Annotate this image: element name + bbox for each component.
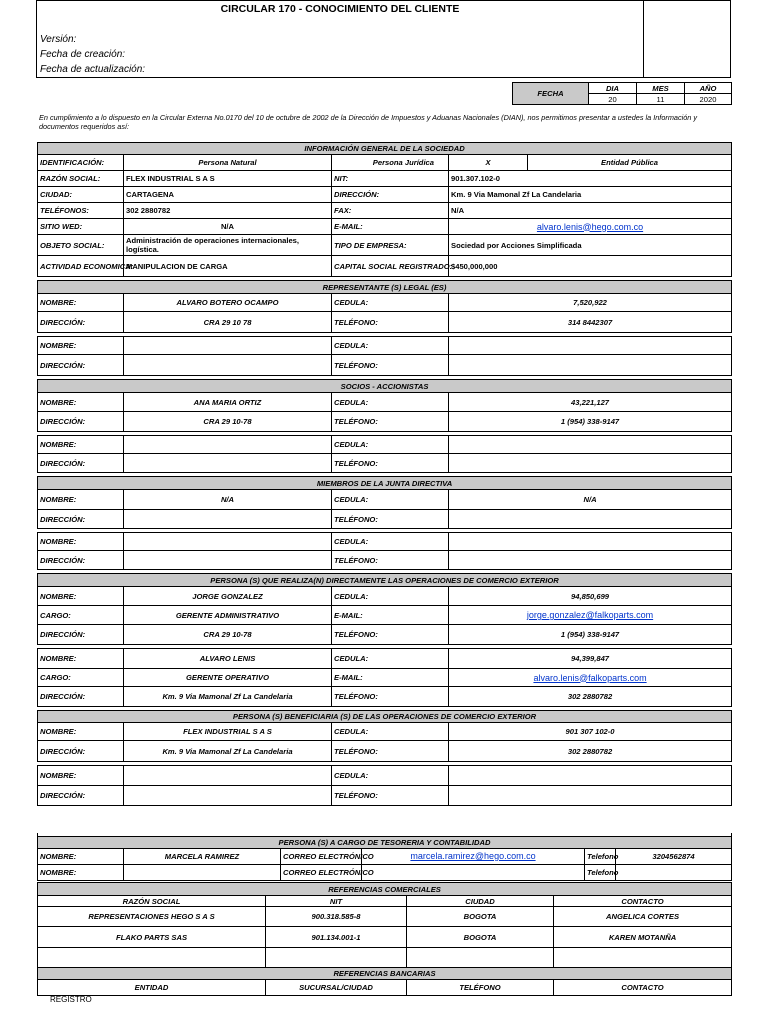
nombre-label: NOMBRE:: [38, 649, 124, 669]
socio2-telefono[interactable]: [449, 454, 732, 473]
telefono-label: Telefono: [585, 864, 616, 880]
telefono-label: TELÉFONO:: [332, 625, 449, 645]
direccion-value[interactable]: Km. 9 Via Mamonal Zf La Candelaria: [449, 187, 732, 203]
direccion-label: DIRECCIÓN:: [38, 786, 124, 806]
comercio2-cedula[interactable]: 94,399,847: [449, 649, 732, 669]
representante-direccion[interactable]: CRA 29 10 78: [124, 312, 332, 333]
socios-section-title: SOCIOS - ACCIONISTAS: [38, 380, 732, 393]
col-nit: NIT: [266, 896, 407, 907]
cargo-label: CARGO:: [38, 669, 124, 687]
junta-cedula[interactable]: N/A: [449, 490, 732, 510]
ref-ciudad[interactable]: BOGOTA: [407, 927, 554, 948]
comercio2-nombre[interactable]: ALVARO LENIS: [124, 649, 332, 669]
telefono-label: TELÉFONO:: [332, 454, 449, 473]
comercio1-direccion[interactable]: CRA 29 10-78: [124, 625, 332, 645]
col-entidad: ENTIDAD: [38, 980, 266, 996]
direccion-label: DIRECCIÓN:: [38, 355, 124, 376]
nit-value[interactable]: 901.307.102-0: [449, 171, 732, 187]
comercio-section-title: PERSONA (S) QUE REALIZA(N) DIRECTAMENTE LAS OPERACIONES DE COMERCIO EXTERIOR: [38, 574, 732, 587]
comercio1-cedula[interactable]: 94,850,699: [449, 587, 732, 606]
telefono-label: TELÉFONO:: [332, 412, 449, 432]
col-razon-social: RAZÓN SOCIAL: [38, 896, 266, 907]
beneficiaria-nombre[interactable]: FLEX INDUSTRIAL S A S: [124, 723, 332, 741]
version-label: Versión:: [40, 34, 77, 45]
sociedad-section-title: INFORMACIÓN GENERAL DE LA SOCIEDAD: [38, 143, 732, 155]
junta-telefono[interactable]: [449, 510, 732, 529]
comercio2-cargo[interactable]: GERENTE OPERATIVO: [124, 669, 332, 687]
nombre-label: NOMBRE:: [38, 766, 124, 786]
tesoreria2-nombre[interactable]: [124, 864, 281, 880]
telefono-label: TELÉFONO:: [332, 786, 449, 806]
nombre-label: NOMBRE:: [38, 723, 124, 741]
cedula-label: CEDULA:: [332, 587, 449, 606]
col-contacto: CONTACTO: [554, 896, 732, 907]
fecha-label: FECHA: [513, 83, 589, 105]
direccion-label: DIRECCIÓN:: [38, 510, 124, 529]
ano-label: AÑO: [685, 83, 732, 94]
ciudad-value[interactable]: CARTAGENA: [124, 187, 332, 203]
tesoreria2-email[interactable]: [362, 864, 585, 880]
fax-label: FAX:: [332, 203, 449, 219]
socio2-nombre[interactable]: [124, 436, 332, 454]
ref-empty-cell[interactable]: [407, 948, 554, 968]
junta2-cedula[interactable]: [449, 533, 732, 551]
col-ciudad: CIUDAD: [407, 896, 554, 907]
email-label: E-MAIL:: [332, 219, 449, 235]
junta2-telefono[interactable]: [449, 551, 732, 570]
table-row: [38, 927, 732, 948]
beneficiaria-cedula[interactable]: 901 307 102-0: [449, 723, 732, 741]
form-title: CIRCULAR 170 - CONOCIMIENTO DEL CLIENTE: [220, 3, 460, 15]
cedula-label: CEDULA:: [332, 294, 449, 312]
objeto-social-value[interactable]: Administración de operaciones internacionales, logística.: [124, 235, 332, 256]
ref-contacto[interactable]: KAREN MOTANÑA: [554, 927, 732, 948]
direccion-label: DIRECCIÓN:: [38, 551, 124, 570]
cedula-label: CEDULA:: [332, 393, 449, 412]
comercio2-telefono[interactable]: 302 2880782: [449, 687, 732, 707]
tesoreria-section-title: PERSONA (S) A CARGO DE TESORERIA Y CONTABILIDAD: [38, 836, 732, 848]
cedula-label: CEDULA:: [332, 649, 449, 669]
telefonos-label: TELÉFONOS:: [38, 203, 124, 219]
junta2-direccion[interactable]: [124, 551, 332, 570]
ref-razon-social[interactable]: FLAKO PARTS SAS: [38, 927, 266, 948]
socio-cedula[interactable]: 43,221,127: [449, 393, 732, 412]
socio-nombre[interactable]: ANA MARIA ORTIZ: [124, 393, 332, 412]
cedula-label: CEDULA:: [332, 533, 449, 551]
referencias-table: [37, 882, 732, 996]
correo-label: CORREO ELECTRÓNICO: [281, 864, 362, 880]
sitio-web-value[interactable]: N/A: [124, 219, 332, 235]
bancarias-section-title: REFERENCIAS BANCARIAS: [38, 968, 732, 980]
form-header: [36, 0, 731, 78]
tipo-empresa-value[interactable]: Sociedad por Acciones Simplificada: [449, 235, 732, 256]
nombre-label: NOMBRE:: [38, 436, 124, 454]
ref-empty-cell[interactable]: [266, 948, 407, 968]
beneficiaria2-cedula[interactable]: [449, 766, 732, 786]
nombre-label: NOMBRE:: [38, 393, 124, 412]
entidad-publica-option[interactable]: Entidad Pública: [528, 155, 732, 171]
capital-social-value[interactable]: $450,000,000: [449, 256, 732, 277]
junta-section-title: MIEMBROS DE LA JUNTA DIRECTIVA: [38, 477, 732, 490]
email-link[interactable]: alvaro.lenis@hego.com.co: [449, 219, 732, 235]
telefonos-value[interactable]: 302 2880782: [124, 203, 332, 219]
direccion-label: DIRECCIÓN:: [38, 412, 124, 432]
footer-registro: REGISTRO: [50, 995, 92, 1004]
comercio2-direccion[interactable]: Km. 9 Via Mamonal Zf La Candelaria: [124, 687, 332, 707]
direccion-label: DIRECCIÓN:: [332, 187, 449, 203]
socio2-direccion[interactable]: [124, 454, 332, 473]
tesoreria-table: [37, 833, 732, 881]
mes-value[interactable]: 11: [637, 94, 685, 105]
comercio1-nombre[interactable]: JORGE GONZALEZ: [124, 587, 332, 606]
tesoreria-email-link[interactable]: marcela.ramirez@hego.com.co: [362, 848, 585, 864]
junta-nombre[interactable]: N/A: [124, 490, 332, 510]
representante2-telefono[interactable]: [449, 355, 732, 376]
intro-note: En cumplimiento a lo dispuesto en la Circular Externa No.0170 del 10 de octubre de 2002 de la Dirección de Impuestos y Aduanas Nacionales (DIAN), nos permitimos presentar a ustedes la Información y documentos requeridos así:: [39, 113, 698, 131]
razon-social-label: RAZÓN SOCIAL:: [38, 171, 124, 187]
ref-ciudad[interactable]: BOGOTA: [407, 907, 554, 927]
capital-social-label: CAPITAL SOCIAL REGISTRADO:: [332, 256, 449, 277]
socio-telefono[interactable]: 1 (954) 338-9147: [449, 412, 732, 432]
beneficiaria-section-title: PERSONA (S) BENEFICIARIA (S) DE LAS OPERACIONES DE COMERCIO EXTERIOR: [38, 711, 732, 723]
junta2-nombre[interactable]: [124, 533, 332, 551]
direccion-label: DIRECCIÓN:: [38, 625, 124, 645]
junta-direccion[interactable]: [124, 510, 332, 529]
nombre-label: NOMBRE:: [38, 337, 124, 355]
persona-natural-option[interactable]: Persona Natural: [124, 155, 332, 171]
tipo-empresa-label: TIPO DE EMPRESA:: [332, 235, 449, 256]
direccion-label: DIRECCIÓN:: [38, 741, 124, 762]
beneficiaria2-nombre[interactable]: [124, 766, 332, 786]
cedula-label: CEDULA:: [332, 766, 449, 786]
socio2-cedula[interactable]: [449, 436, 732, 454]
direccion-label: DIRECCIÓN:: [38, 687, 124, 707]
telefono-label: TELÉFONO:: [332, 687, 449, 707]
table-row: [38, 907, 732, 927]
dia-label: DIA: [589, 83, 637, 94]
beneficiaria-telefono[interactable]: 302 2880782: [449, 741, 732, 762]
ref-empty-cell[interactable]: [38, 948, 266, 968]
col-sucursal: SUCURSAL/CIUDAD: [266, 980, 407, 996]
comerciales-section-title: REFERENCIAS COMERCIALES: [38, 883, 732, 896]
representante-section-title: REPRESENTANTE (S) LEGAL (ES): [38, 281, 732, 294]
cedula-label: CEDULA:: [332, 337, 449, 355]
telefono-label: Telefono: [585, 848, 616, 864]
email-label: E-MAIL:: [332, 669, 449, 687]
telefono-label: TELÉFONO:: [332, 312, 449, 333]
col-telefono: TELÉFONO: [407, 980, 554, 996]
comercio2-email-link[interactable]: alvaro.lenis@falkoparts.com: [449, 669, 732, 687]
direccion-label: DIRECCIÓN:: [38, 454, 124, 473]
nombre-label: NOMBRE:: [38, 490, 124, 510]
ciudad-label: CIUDAD:: [38, 187, 124, 203]
ref-razon-social[interactable]: REPRESENTACIONES HEGO S A S: [38, 907, 266, 927]
comercio1-email-link[interactable]: jorge.gonzalez@falkoparts.com: [449, 606, 732, 625]
representante2-cedula[interactable]: [449, 337, 732, 355]
nombre-label: NOMBRE:: [38, 533, 124, 551]
ref-empty-cell[interactable]: [554, 948, 732, 968]
razon-social-value[interactable]: FLEX INDUSTRIAL S A S: [124, 171, 332, 187]
objeto-social-label: OBJETO SOCIAL:: [38, 235, 124, 256]
telefono-label: TELÉFONO:: [332, 551, 449, 570]
persona-juridica-option[interactable]: Persona Jurídica: [332, 155, 449, 171]
direccion-label: DIRECCIÓN:: [38, 312, 124, 333]
actividad-economica-label: ACTIVIDAD ECONOMICA:: [38, 256, 124, 277]
tesoreria2-telefono[interactable]: [616, 864, 732, 880]
created-date-label: Fecha de creación:: [40, 49, 126, 60]
representante2-nombre[interactable]: [124, 337, 332, 355]
cedula-label: CEDULA:: [332, 436, 449, 454]
actividad-economica-value[interactable]: MANIPULACION DE CARGA: [124, 256, 332, 277]
nombre-label: NOMBRE:: [38, 864, 124, 880]
cedula-label: CEDULA:: [332, 490, 449, 510]
beneficiaria-direccion[interactable]: Km. 9 Via Mamonal Zf La Candelaria: [124, 741, 332, 762]
date-table: [512, 82, 732, 105]
updated-date-label: Fecha de actualización:: [40, 64, 146, 75]
ref-nit[interactable]: 900.318.585-8: [266, 907, 407, 927]
cedula-label: CEDULA:: [332, 723, 449, 741]
tesoreria-telefono[interactable]: 3204562874: [616, 848, 732, 864]
beneficiaria2-direccion[interactable]: [124, 786, 332, 806]
representante-telefono[interactable]: 314 8442307: [449, 312, 732, 333]
telefono-label: TELÉFONO:: [332, 741, 449, 762]
ref-nit[interactable]: 901.134.001-1: [266, 927, 407, 948]
telefono-label: TELÉFONO:: [332, 355, 449, 376]
form-table-main: [37, 142, 732, 806]
mes-label: MES: [637, 83, 685, 94]
nombre-label: NOMBRE:: [38, 848, 124, 864]
representante-nombre[interactable]: ALVARO BOTERO OCAMPO: [124, 294, 332, 312]
identificacion-label: IDENTIFICACIÓN:: [38, 155, 124, 171]
comercio1-cargo[interactable]: GERENTE ADMINISTRATIVO: [124, 606, 332, 625]
ref-contacto[interactable]: ANGELICA CORTES: [554, 907, 732, 927]
beneficiaria2-telefono[interactable]: [449, 786, 732, 806]
cargo-label: CARGO:: [38, 606, 124, 625]
ano-value[interactable]: 2020: [685, 94, 732, 105]
socio-direccion[interactable]: CRA 29 10-78: [124, 412, 332, 432]
persona-juridica-mark[interactable]: X: [449, 155, 528, 171]
dia-value[interactable]: 20: [589, 94, 637, 105]
telefono-label: TELÉFONO:: [332, 510, 449, 529]
comercio1-telefono[interactable]: 1 (954) 338-9147: [449, 625, 732, 645]
correo-label: CORREO ELECTRÓNICO: [281, 848, 362, 864]
email-label: E-MAIL:: [332, 606, 449, 625]
sitio-web-label: SITIO WED:: [38, 219, 124, 235]
tesoreria-nombre[interactable]: MARCELA RAMIREZ: [124, 848, 281, 864]
nit-label: NIT:: [332, 171, 449, 187]
fax-value[interactable]: N/A: [449, 203, 732, 219]
representante-cedula[interactable]: 7,520,922: [449, 294, 732, 312]
nombre-label: NOMBRE:: [38, 587, 124, 606]
col-contacto: CONTACTO: [554, 980, 732, 996]
representante2-direccion[interactable]: [124, 355, 332, 376]
nombre-label: NOMBRE:: [38, 294, 124, 312]
